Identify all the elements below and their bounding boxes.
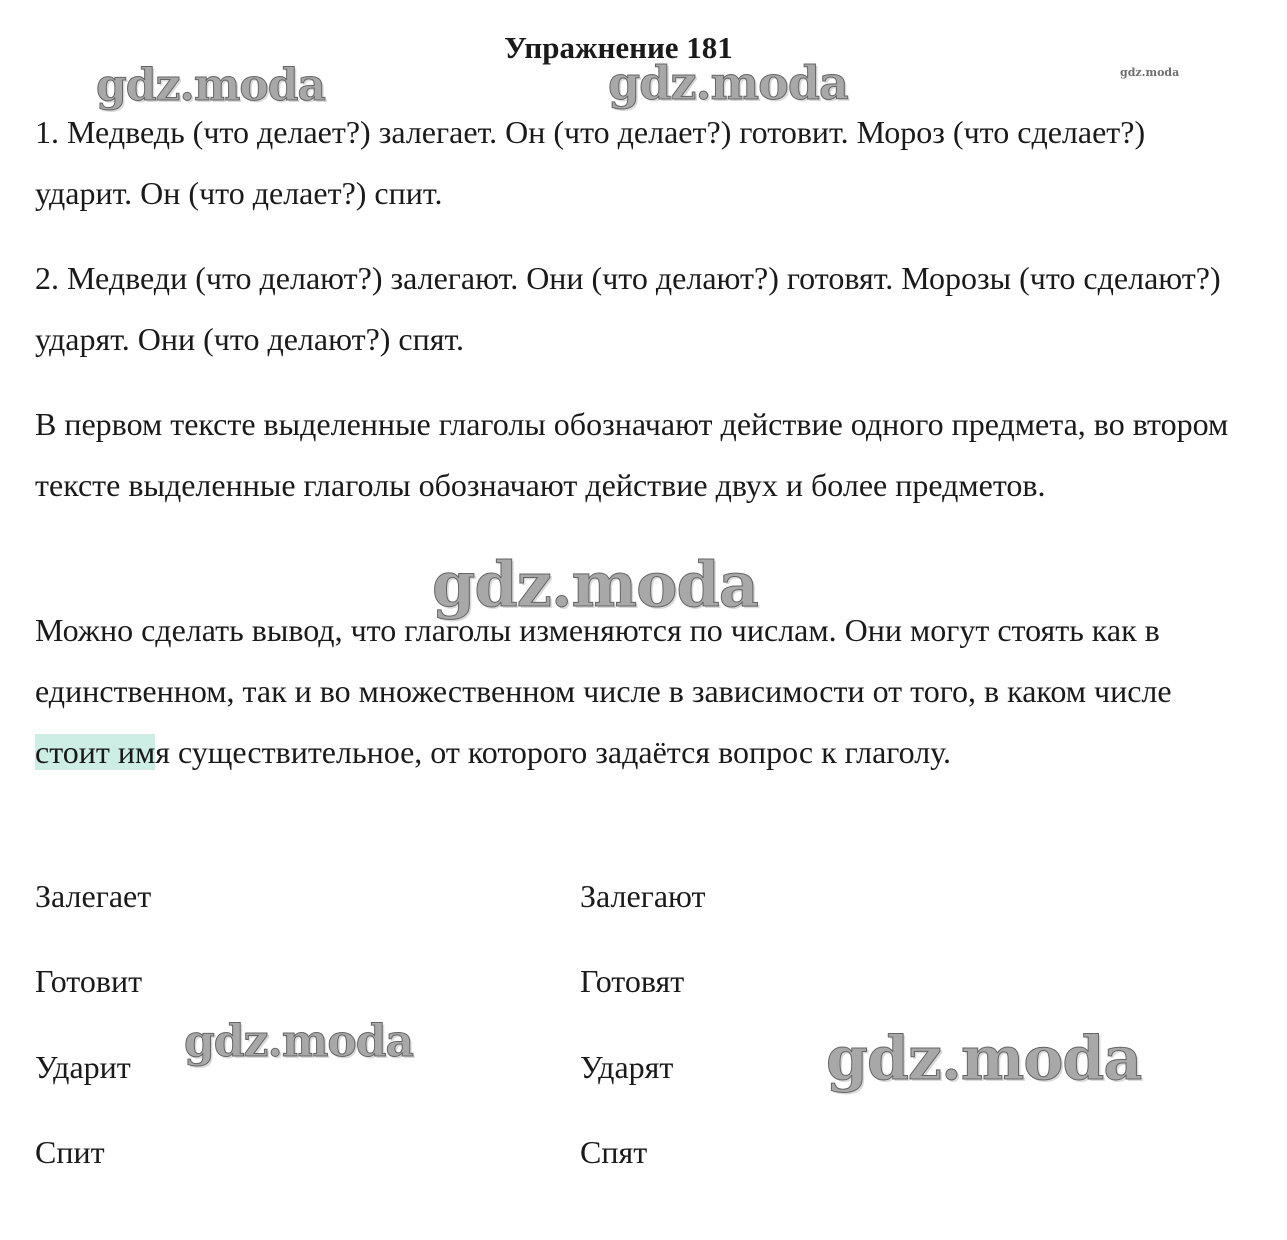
watermark: gdz.moda [826, 1024, 1142, 1094]
singular-verb-2: Готовит [35, 963, 143, 999]
conclusion-text-start: Можно сделать вывод, что глаголы изменяются по числам. Они могут стоять как в единственном, так и во множественном числе в зависимости от того, в каком числе [35, 612, 1172, 709]
plural-verb-2: Готовят [580, 963, 685, 999]
watermark: gdz.moda [96, 60, 326, 111]
singular-verb-1: Залегает [35, 878, 152, 914]
exercise-title: Упражнение 181 [504, 30, 733, 65]
singular-verb-3: Ударит [35, 1049, 131, 1085]
watermark: gdz.moda [184, 1016, 414, 1067]
paragraph-conclusion [35, 600, 1235, 783]
paragraph-comparison: В первом тексте выделенные глаголы обозначают действие одного предмета, во втором тексте выделенные глаголы обозначают действие двух и более предметов. [35, 406, 1229, 503]
singular-verb-4: Спит [35, 1134, 105, 1170]
plural-verb-4: Спят [580, 1134, 648, 1170]
highlighted-text: стоит им [35, 734, 156, 770]
watermark: gdz.moda [432, 548, 758, 621]
plural-verb-1: Залегают [580, 878, 706, 914]
paragraph-singular-text: 1. Медведь (что делает?) залегает. Он (что делает?) готовит. Мороз (что сделает?) ударит. Он (что делает?) спит. [35, 114, 1146, 211]
watermark: gdz.moda [608, 56, 848, 110]
plural-verb-3: Ударят [580, 1049, 674, 1085]
paragraph-plural-text: 2. Медведи (что делают?) залегают. Они (что делают?) готовят. Морозы (что сделают?) ударят. Они (что делают?) спят. [35, 260, 1221, 357]
conclusion-text-end: я существительное, от которого задаётся вопрос к глаголу. [155, 734, 951, 770]
watermark-small: gdz.moda [1120, 66, 1180, 79]
